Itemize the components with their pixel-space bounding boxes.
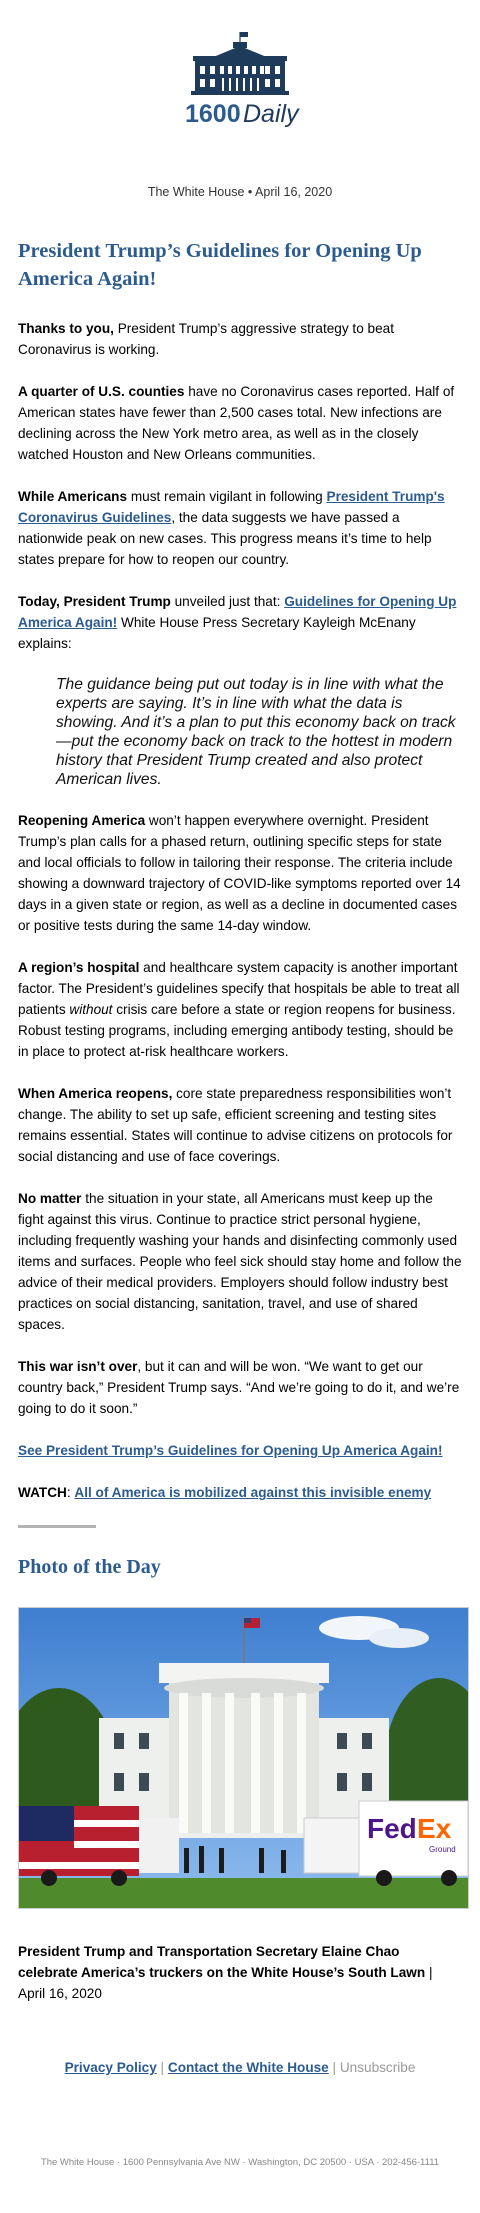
p3-bold: While Americans [18, 489, 128, 504]
article-title: President Trump’s Guidelines for Opening Up America Again! [18, 240, 422, 290]
opening-up-guidelines-link[interactable]: Guidelines for Opening Up America Again! [18, 594, 457, 630]
p9-text: , but it can and will be won. “We want to get our country back,” President Trump says. “And we’re going to do it, and we’re going to do it soon.” [18, 1359, 460, 1416]
truck-brand-fed: Fed [367, 1813, 417, 1844]
logo-text-italic: Daily [243, 100, 299, 128]
privacy-policy-link[interactable]: Privacy Policy [64, 2060, 157, 2075]
paragraph-4 [18, 591, 462, 654]
p8-bold: No matter [18, 1191, 82, 1206]
watch-label: WATCH [18, 1485, 67, 1500]
paragraph-9 [18, 1356, 462, 1419]
p6-italic: without [69, 1002, 113, 1017]
dateline: The White House • April 16, 2020 [147, 185, 333, 199]
watch-colon: : [66, 1485, 75, 1500]
p1-bold: Thanks to you, [18, 321, 114, 336]
photo-of-the-day-image[interactable] [18, 1607, 469, 1909]
paragraph-7 [18, 1083, 462, 1167]
contact-white-house-link[interactable]: Contact the White House [167, 2060, 329, 2075]
paragraph-6 [18, 957, 462, 1062]
p2-text: have no Coronavirus cases reported. Half of American states have fewer than 2,500 cases total. New infections are declining across the New York metro area, as well as in the closely watched Houston and New Orleans communities. [18, 384, 455, 462]
paragraph-1 [18, 318, 462, 360]
p5-bold: Reopening America [18, 813, 146, 828]
logo-text-bold: 1600 [185, 100, 241, 128]
paragraph-2 [18, 381, 462, 465]
p4-text: unveiled just that: [170, 594, 285, 609]
article-body [0, 237, 480, 2004]
unsubscribe-link[interactable]: Unsubscribe [339, 2060, 416, 2075]
watch-paragraph [18, 1482, 462, 1503]
truck-brand-ex: Ex [417, 1813, 452, 1844]
p3-text-rest: , the data suggests we have passed a nationwide peak on new cases. This progress means it’s time to help states prepare for how to reopen our country. [18, 510, 432, 567]
header [0, 0, 480, 142]
p3-text: must remain vigilant in following [127, 489, 327, 504]
photo-heading: Photo of the Day [18, 1556, 161, 1578]
paragraph-8 [18, 1188, 462, 1335]
paragraph-3 [18, 486, 462, 570]
caption-date: | April 16, 2020 [18, 1965, 433, 2001]
p9-bold: This war isn’t over [18, 1359, 138, 1374]
p8-text: the situation in your state, all Americans must keep up the fight against this virus. Continue to practice strict personal hygiene, including frequently washing your hands and disinfecting commonly used items and surfaces. People who feel sick should stay home and follow the advice of their medical providers. Employers should follow industry best practices on social distancing, sanitation, travel, and use of shared spaces. [18, 1191, 462, 1332]
p4-bold: Today, President Trump [18, 594, 171, 609]
press-secretary-quote: The guidance being put out today is in line with what the experts are saying. It’s in line with what the data is showing. And it’s a plan to put this economy back on track—put the economy back on track to the hottest in modern history that President Trump created and also protect American lives. [56, 676, 456, 788]
p6-text: and healthcare system capacity is another important factor. The President’s guidelines specify that hospitals be able to treat all patients [18, 960, 460, 1017]
section-divider [18, 1525, 96, 1528]
footer-separator-2: | [328, 2060, 340, 2075]
caption-bold: President Trump and Transportation Secretary Elaine Chao celebrate America’s truckers on the White House’s South Lawn [18, 1944, 426, 1980]
p1-text: President Trump’s aggressive strategy to beat Coronavirus is working. [18, 321, 394, 357]
footer-address: The White House · 1600 Pennsylvania Ave NW · Washington, DC 20500 · USA · 202-456-1111 [40, 2157, 440, 2168]
footer-separator: | [156, 2060, 168, 2075]
p6-text-rest: crisis care before a state or region reopens for business. Robust testing programs, including emerging antibody testing, should be in place to protect at-risk healthcare workers. [18, 1002, 456, 1059]
p4-text-rest: White House Press Secretary Kayleigh McEnany explains: [18, 615, 416, 651]
p7-bold: When America reopens, [18, 1086, 173, 1101]
coronavirus-guidelines-link[interactable]: President Trump's Coronavirus Guidelines [18, 489, 445, 525]
cta-paragraph [18, 1440, 462, 1461]
p5-text: won’t happen everywhere overnight. President Trump’s plan calls for a phased return, outlining specific steps for state and local officials to follow in tailoring their response. The criteria include showing a downward trajectory of COVID-like symptoms reported over 14 days in a given state or region, as well as a decline in documented cases or positive tests during the same 14-day window. [18, 813, 461, 933]
p7-text: core state preparedness responsibilities won’t change. The ability to set up safe, efficient screening and testing sites remains essential. States will continue to advise citizens on protocols for social distancing and use of face coverings. [18, 1086, 453, 1164]
p2-bold: A quarter of U.S. counties [18, 384, 185, 399]
paragraph-5 [18, 810, 462, 936]
see-guidelines-link[interactable]: See President Trump’s Guidelines for Opening Up America Again! [18, 1443, 443, 1458]
truck-brand-sub: Ground [429, 1845, 456, 1854]
white-house-logo [165, 30, 315, 140]
footer-links [0, 2060, 480, 2075]
photo-caption [18, 1941, 462, 2004]
watch-video-link[interactable]: All of America is mobilized against this invisible enemy [74, 1485, 432, 1500]
p6-bold: A region’s hospital [18, 960, 140, 975]
